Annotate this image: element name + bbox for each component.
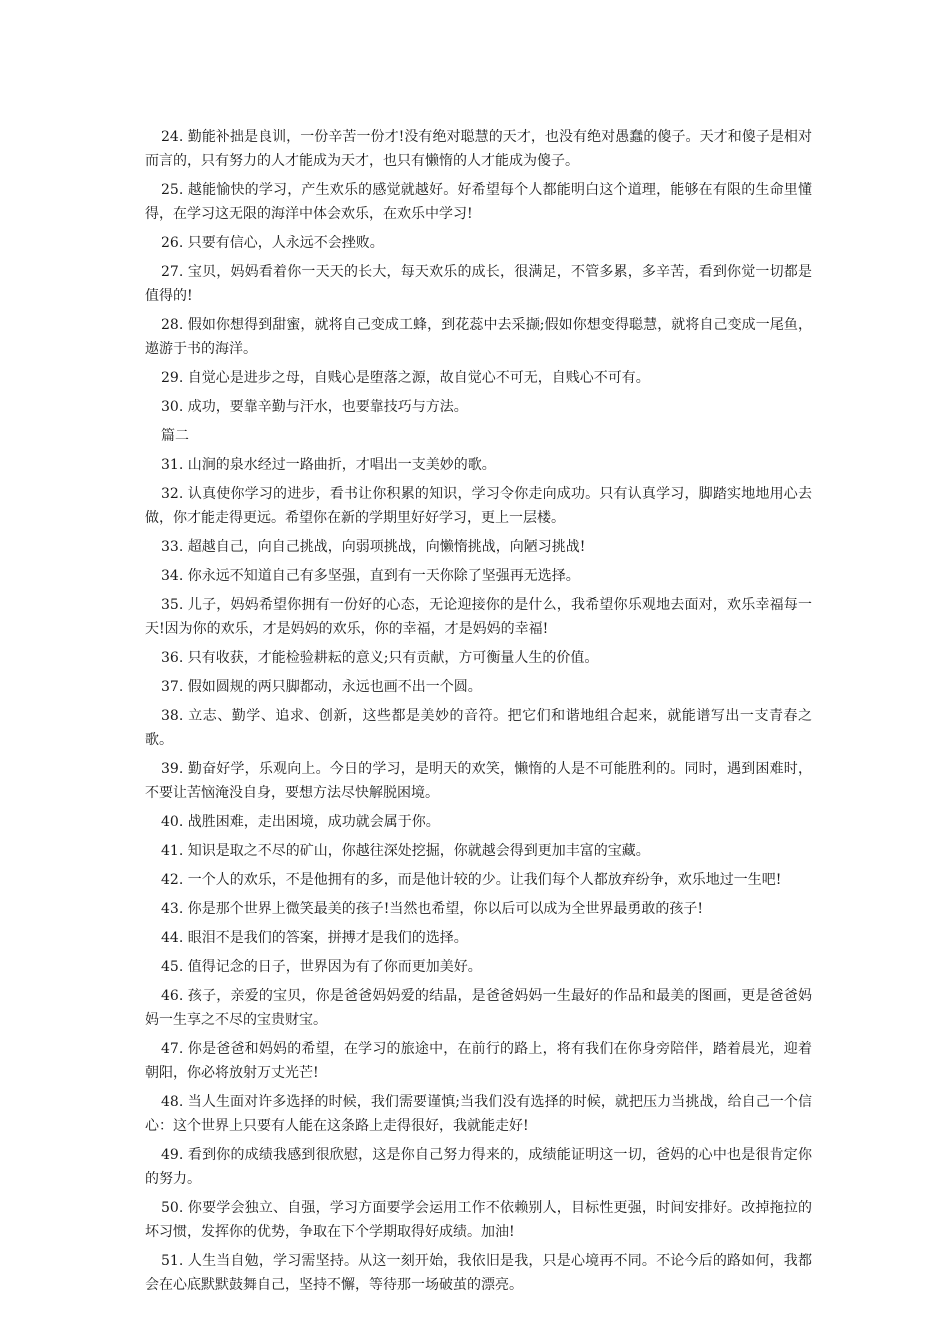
paragraph-45: 45. 值得记念的日子，世界因为有了你而更加美好。 <box>161 959 482 975</box>
paragraph-27: 27. 宝贝，妈妈看着你一天天的长大，每天欢乐的成长，很满足，不管多累，多辛苦，看到你觉一切都是值得的! <box>145 264 812 304</box>
paragraph-36: 36. 只有收获，才能检验耕耘的意义;只有贡献，方可衡量人生的价值。 <box>161 650 599 666</box>
paragraph-38: 38. 立志、勤学、追求、创新，这些都是美妙的音符。把它们和谐地组合起来，就能谱写出一支青春之歌。 <box>145 708 812 748</box>
paragraph-32: 32. 认真使你学习的进步，看书让你积累的知识，学习令你走向成功。只有认真学习，脚踏实地地用心去做，你才能走得更远。希望你在新的学期里好好学习，更上一层楼。 <box>145 486 812 526</box>
paragraph-44: 44. 眼泪不是我们的答案，拼搏才是我们的选择。 <box>161 930 468 946</box>
paragraph-28: 28. 假如你想得到甜蜜，就将自己变成工蜂，到花蕊中去采撷;假如你想变得聪慧，就将自己变成一尾鱼，遨游于书的海洋。 <box>145 317 812 357</box>
paragraph-26: 26. 只要有信心，人永远不会挫败。 <box>161 235 384 251</box>
section-title: 篇二 <box>161 428 189 444</box>
paragraph-41: 41. 知识是取之不尽的矿山，你越往深处挖掘，你就越会得到更加丰富的宝藏。 <box>161 843 650 859</box>
paragraph-29: 29. 自觉心是进步之母，自贱心是堕落之源，故自觉心不可无，自贱心不可有。 <box>161 370 650 386</box>
paragraph-48: 48. 当人生面对许多选择的时候，我们需要谨慎;当我们没有选择的时候，就把压力当挑战，给自己一个信心：这个世界上只要有人能在这条路上走得很好，我就能走好! <box>145 1094 812 1134</box>
paragraph-30: 30. 成功，要靠辛勤与汗水，也要靠技巧与方法。 <box>161 399 468 415</box>
paragraph-25: 25. 越能愉快的学习，产生欢乐的感觉就越好。好希望每个人都能明白这个道理，能够在有限的生命里懂得，在学习这无限的海洋中体会欢乐，在欢乐中学习! <box>145 182 812 222</box>
paragraph-50: 50. 你要学会独立、自强，学习方面要学会运用工作不依赖别人，目标性更强，时间安排好。改掉拖拉的坏习惯，发挥你的优势，争取在下个学期取得好成绩。加油! <box>145 1200 812 1240</box>
paragraph-51: 51. 人生当自勉，学习需坚持。从这一刻开始，我依旧是我，只是心境再不同。不论今后的路如何，我都会在心底默默鼓舞自己，坚持不懈，等待那一场破茧的漂亮。 <box>145 1253 812 1293</box>
paragraph-34: 34. 你永远不知道自己有多坚强，直到有一天你除了坚强再无选择。 <box>161 568 580 584</box>
paragraph-46: 46. 孩子，亲爱的宝贝，你是爸爸妈妈爱的结晶，是爸爸妈妈一生最好的作品和最美的图画，更是爸爸妈妈一生享之不尽的宝贵财宝。 <box>145 988 812 1028</box>
paragraph-31: 31. 山涧的泉水经过一路曲折，才唱出一支美妙的歌。 <box>161 457 496 473</box>
paragraph-24: 24. 勤能补拙是良训，一份辛苦一份才!没有绝对聪慧的天才，也没有绝对愚蠢的傻子。天才和傻子是相对而言的，只有努力的人才能成为天才，也只有懒惰的人才能成为傻子。 <box>145 129 812 169</box>
paragraph-33: 33. 超越自己，向自己挑战，向弱项挑战，向懒惰挑战，向陋习挑战! <box>161 539 586 555</box>
paragraph-42: 42. 一个人的欢乐，不是他拥有的多，而是他计较的少。让我们每个人都放弃纷争，欢乐地过一生吧! <box>161 872 782 888</box>
paragraph-40: 40. 战胜困难，走出困境，成功就会属于你。 <box>161 814 440 830</box>
paragraph-35: 35. 儿子，妈妈希望你拥有一份好的心态，无论迎接你的是什么，我希望你乐观地去面对，欢乐幸福每一天!因为你的欢乐，才是妈妈的欢乐，你的幸福，才是妈妈的幸福! <box>145 597 812 637</box>
paragraph-37: 37. 假如圆规的两只脚都动，永远也画不出一个圆。 <box>161 679 482 695</box>
paragraph-43: 43. 你是那个世界上微笑最美的孩子!当然也希望，你以后可以成为全世界最勇敢的孩子! <box>161 901 703 917</box>
paragraph-49: 49. 看到你的成绩我感到很欣慰，这是你自己努力得来的，成绩能证明这一切，爸妈的心中也是很肯定你的努力。 <box>145 1147 812 1187</box>
paragraph-39: 39. 勤奋好学，乐观向上。今日的学习，是明天的欢笑，懒惰的人是不可能胜利的。同时，遇到困难时，不要让苦恼淹没自身，要想方法尽快解脱困境。 <box>145 761 812 801</box>
paragraph-47: 47. 你是爸爸和妈妈的希望，在学习的旅途中，在前行的路上，将有我们在你身旁陪伴，踏着晨光，迎着朝阳，你必将放射万丈光芒! <box>145 1041 812 1081</box>
